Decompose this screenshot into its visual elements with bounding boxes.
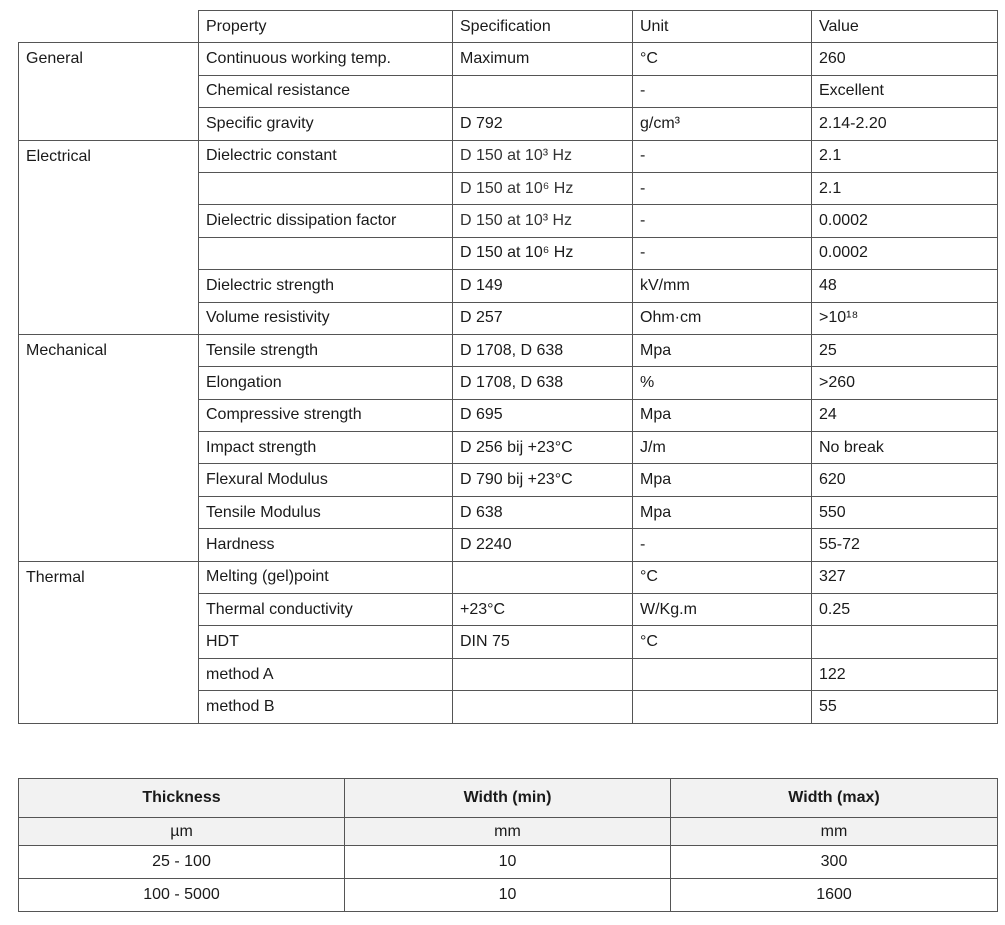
unit-cell [633,658,812,690]
value-cell: 327 [812,561,998,593]
property-cell: HDT [199,626,453,658]
property-cell: Tensile strength [199,334,453,366]
table-row [19,43,998,75]
value-cell: 122 [812,658,998,690]
unit-cell: °C [633,626,812,658]
spec-cell: D 1708, D 638 [453,367,633,399]
value-cell: 620 [812,464,998,496]
spec-cell [453,691,633,723]
property-cell: Tensile Modulus [199,496,453,528]
table-row [19,334,998,366]
spec-cell [453,561,633,593]
unit-cell: g/cm³ [633,108,812,140]
unit-cell [633,691,812,723]
header-specification: Specification [453,11,633,43]
property-cell: Dielectric strength [199,270,453,302]
value-cell: 0.0002 [812,205,998,237]
spec-cell: D 1708, D 638 [453,334,633,366]
width-min-cell: 10 [345,846,671,879]
unit-cell: Mpa [633,464,812,496]
property-cell: Elongation [199,367,453,399]
unit-cell: Mpa [633,334,812,366]
header-value: Value [812,11,998,43]
spec-cell: D 150 at 10³ Hz [453,205,633,237]
unit-width-min: mm [345,818,671,846]
unit-cell: Ohm·cm [633,302,812,334]
unit-cell: Mpa [633,399,812,431]
spec-cell: D 256 bij +23°C [453,432,633,464]
property-cell: Chemical resistance [199,75,453,107]
value-cell: 0.0002 [812,237,998,269]
category-electrical: Electrical [19,140,199,334]
value-cell: 550 [812,496,998,528]
value-cell: >10¹⁸ [812,302,998,334]
spec-cell: D 257 [453,302,633,334]
value-cell: 48 [812,270,998,302]
value-cell: No break [812,432,998,464]
header-property: Property [199,11,453,43]
unit-cell: J/m [633,432,812,464]
spec-cell: D 2240 [453,529,633,561]
thickness-cell: 25 - 100 [19,846,345,879]
unit-cell: Mpa [633,496,812,528]
unit-cell: - [633,237,812,269]
value-cell: 2.1 [812,172,998,204]
unit-cell: - [633,75,812,107]
property-cell [199,172,453,204]
category-thermal: Thermal [19,561,199,723]
width-max-cell: 1600 [671,879,998,912]
value-cell: 2.1 [812,140,998,172]
dimensions-header-row [19,779,998,818]
property-cell: Continuous working temp. [199,43,453,75]
header-blank-cell [19,11,199,43]
spec-cell: D 792 [453,108,633,140]
unit-cell: W/Kg.m [633,594,812,626]
unit-cell: kV/mm [633,270,812,302]
property-cell [199,237,453,269]
property-cell: Volume resistivity [199,302,453,334]
property-cell: Hardness [199,529,453,561]
value-cell: 55 [812,691,998,723]
thickness-cell: 100 - 5000 [19,879,345,912]
value-cell [812,626,998,658]
property-cell: Compressive strength [199,399,453,431]
unit-cell: - [633,140,812,172]
spec-cell: D 149 [453,270,633,302]
unit-cell: - [633,529,812,561]
width-max-cell: 300 [671,846,998,879]
category-mechanical: Mechanical [19,334,199,561]
unit-thickness: µm [19,818,345,846]
spec-cell [453,658,633,690]
value-cell: 24 [812,399,998,431]
value-cell: 0.25 [812,594,998,626]
spec-cell [453,75,633,107]
category-general: General [19,43,199,140]
unit-cell: - [633,172,812,204]
header-unit: Unit [633,11,812,43]
value-cell: 2.14-2.20 [812,108,998,140]
unit-cell: °C [633,43,812,75]
spec-cell: D 638 [453,496,633,528]
property-cell: Thermal conductivity [199,594,453,626]
unit-cell: °C [633,561,812,593]
property-cell: method B [199,691,453,723]
property-cell: Melting (gel)point [199,561,453,593]
spec-cell: D 150 at 10⁶ Hz [453,172,633,204]
table-row [19,561,998,593]
unit-cell: % [633,367,812,399]
table-header-row [19,11,998,43]
spec-cell: D 150 at 10⁶ Hz [453,237,633,269]
table-row [19,879,998,912]
unit-width-max: mm [671,818,998,846]
property-cell: Impact strength [199,432,453,464]
spec-cell: Maximum [453,43,633,75]
value-cell: 260 [812,43,998,75]
dimensions-table [18,778,998,912]
value-cell: Excellent [812,75,998,107]
header-width-min: Width (min) [345,779,671,818]
header-thickness: Thickness [19,779,345,818]
spec-cell: D 695 [453,399,633,431]
dimensions-units-row [19,818,998,846]
property-cell: Dielectric dissipation factor [199,205,453,237]
property-cell: Flexural Modulus [199,464,453,496]
property-cell: Dielectric constant [199,140,453,172]
spec-cell: D 150 at 10³ Hz [453,140,633,172]
unit-cell: - [633,205,812,237]
spec-cell: DIN 75 [453,626,633,658]
spec-cell: +23°C [453,594,633,626]
value-cell: >260 [812,367,998,399]
table-row [19,846,998,879]
property-cell: method A [199,658,453,690]
table-row [19,140,998,172]
property-cell: Specific gravity [199,108,453,140]
value-cell: 55-72 [812,529,998,561]
properties-table [18,10,998,724]
spec-cell: D 790 bij +23°C [453,464,633,496]
header-width-max: Width (max) [671,779,998,818]
value-cell: 25 [812,334,998,366]
width-min-cell: 10 [345,879,671,912]
